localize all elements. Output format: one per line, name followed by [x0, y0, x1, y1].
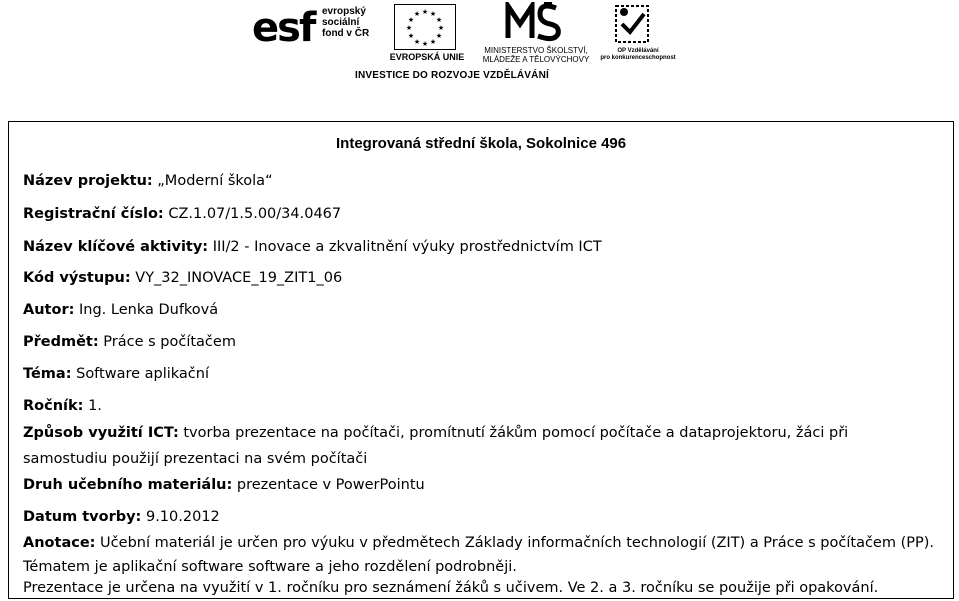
field-line: [23, 559, 517, 575]
field-value: III/2 - Inovace a zkvalitnění výuky prostřednictvím ICT: [208, 239, 602, 255]
field-label: Registrační číslo:: [23, 206, 164, 222]
opvk-line-2: pro konkurenceschopnost: [600, 55, 676, 61]
svg-text:★: ★: [407, 32, 415, 40]
field-line: [23, 239, 602, 255]
field-value: 9.10.2012: [141, 509, 220, 525]
field-line: [23, 477, 425, 493]
field-line: [23, 270, 342, 286]
field-line: [23, 173, 273, 189]
svg-text:★: ★: [421, 40, 429, 48]
msmt-emblem-icon: [504, 2, 564, 42]
field-value: samostudiu použijí prezentaci na svém počítači: [23, 451, 368, 467]
field-value: Software aplikační: [71, 366, 210, 382]
svg-text:★: ★: [413, 38, 421, 46]
field-value: Prezentace je určena na využití v 1. ročníku pro seznámení žáků s učivem. Ve 2. a 3. ročníku se použije při opakování.: [23, 580, 879, 596]
field-label: Předmět:: [23, 334, 99, 350]
logo-bar: [250, 0, 680, 90]
opvk-text: [598, 48, 678, 62]
field-value: Práce s počítačem: [98, 334, 236, 350]
eu-caption: EVROPSKÁ UNIE: [389, 52, 465, 62]
esf-text: [322, 6, 369, 39]
school-name: Integrovaná střední škola, Sokolnice 496: [336, 135, 627, 152]
field-line: [23, 580, 878, 596]
field-value: Ing. Lenka Dufková: [74, 302, 219, 318]
field-label: Způsob využití ICT:: [23, 425, 179, 441]
esf-mark: esf: [252, 5, 315, 51]
field-line: [23, 425, 848, 441]
msmt-logo: [480, 2, 592, 68]
field-line: [23, 451, 367, 467]
field-line: [23, 535, 934, 551]
svg-text:★: ★: [429, 10, 437, 18]
svg-text:★: ★: [413, 10, 421, 18]
field-label: Název klíčové aktivity:: [23, 239, 209, 255]
field-value: Tématem je aplikační software software a jeho rozdělení podrobněji.: [23, 559, 517, 575]
field-line: [23, 398, 102, 414]
document-frame: [8, 121, 954, 599]
field-value: VY_32_INOVACE_19_ZIT1_06: [130, 270, 343, 286]
msmt-line-2: MLÁDEŽE A TĚLOVÝCHOVY: [482, 55, 590, 64]
opvk-line-1: OP Vzdělávání: [617, 48, 659, 54]
field-line: [23, 206, 341, 222]
field-value: CZ.1.07/1.5.00/34.0467: [163, 206, 342, 222]
svg-text:★: ★: [435, 16, 443, 24]
field-value: prezentace v PowerPointu: [232, 477, 425, 493]
svg-text:★: ★: [437, 24, 445, 32]
esf-logo: [250, 4, 375, 64]
opvk-emblem-icon: [612, 2, 652, 46]
investment-tagline: INVESTICE DO ROZVOJE VZDĚLÁVÁNÍ: [355, 70, 550, 81]
msmt-line-1: MINISTERSTVO ŠKOLSTVÍ,: [484, 46, 588, 55]
msmt-text: [480, 46, 592, 64]
field-value: Učební materiál je určen pro výuku v předmětech Základy informačních technologií (ZIT) a Práce s počítačem (PP).: [95, 535, 934, 551]
field-label: Autor:: [23, 302, 75, 318]
field-line: [23, 366, 209, 382]
field-label: Anotace:: [23, 535, 96, 551]
svg-text:★: ★: [435, 32, 443, 40]
field-label: Datum tvorby:: [23, 509, 142, 525]
field-value: tvorba prezentace na počítači, promítnutí žákům pomocí počítače a dataprojektoru, žáci při: [178, 425, 849, 441]
esf-line-1: evropský: [322, 6, 366, 17]
field-label: Kód výstupu:: [23, 270, 131, 286]
svg-text:★: ★: [405, 24, 413, 32]
field-line: [23, 302, 218, 318]
opvk-logo: [598, 2, 678, 68]
eu-flag-icon: [394, 4, 456, 50]
svg-text:★: ★: [407, 16, 415, 24]
field-value: 1.: [83, 398, 102, 414]
field-line: [23, 334, 236, 350]
field-label: Druh učebního materiálu:: [23, 477, 233, 493]
field-label: Název projektu:: [23, 173, 153, 189]
field-label: Ročník:: [23, 398, 84, 414]
esf-line-3: fond v ČR: [322, 28, 370, 39]
field-value: „Moderní škola“: [152, 173, 273, 189]
svg-text:★: ★: [421, 8, 429, 16]
eu-logo: [382, 4, 472, 64]
field-line: [23, 509, 220, 525]
esf-line-2: sociální: [322, 17, 360, 28]
svg-text:★: ★: [429, 38, 437, 46]
field-label: Téma:: [23, 366, 72, 382]
